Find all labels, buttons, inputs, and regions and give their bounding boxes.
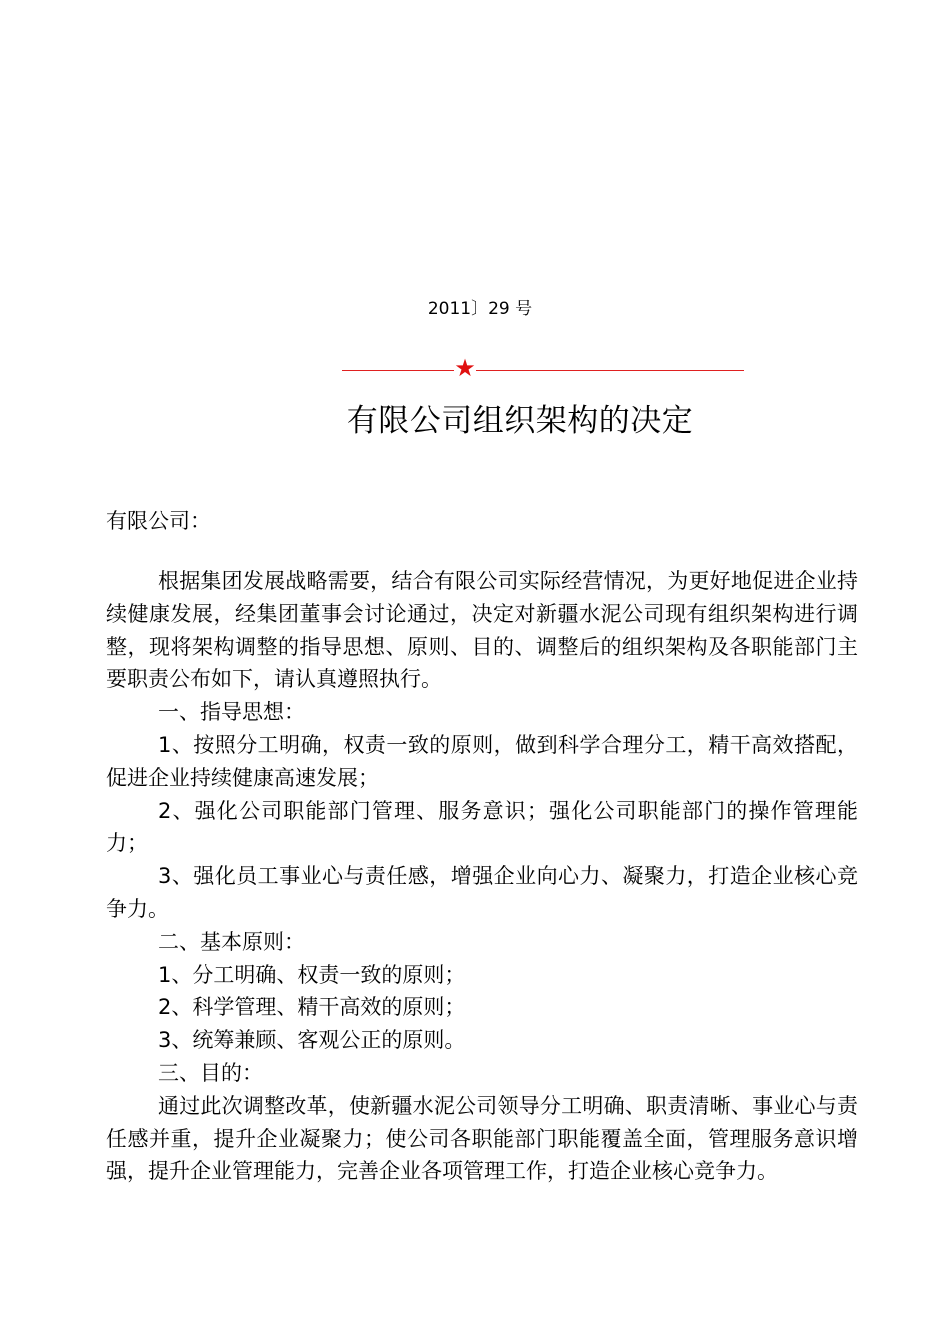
addressee: 有限公司： [106, 509, 211, 533]
section-heading-principles: 二、基本原则： [158, 929, 305, 954]
principle-item: 2、科学管理、精干高效的原则； [158, 995, 466, 1020]
guiding-idea-item: 1、按照分工明确，权责一致的原则，做到科学合理分工，精干高效搭配，促进企业持续健康高速发展； [106, 732, 858, 790]
objectives-paragraph: 通过此次调整改革，使新疆水泥公司领导分工明确、职责清晰、事业心与责任感并重，提升企业凝聚力；使公司各职能部门职能覆盖全面，管理服务意识增强，提升企业管理能力，完善企业各项管理工作，打造企业核心竞争力。 [106, 1093, 858, 1184]
principle-item: 3、统筹兼顾、客观公正的原则。 [158, 1028, 466, 1053]
document-body [106, 565, 858, 1188]
red-divider [342, 354, 744, 384]
principle-item: 1、分工明确、权责一致的原则； [158, 962, 466, 987]
star-icon: ★ [454, 354, 476, 382]
divider-line-right [476, 370, 744, 371]
section-heading-objectives: 三、目的： [158, 1060, 263, 1085]
section-heading-guiding-ideas: 一、指导思想： [158, 700, 305, 725]
guiding-idea-item: 2、强化公司职能部门管理、服务意识；强化公司职能部门的操作管理能力； [106, 798, 858, 856]
document-title: 有限公司组织架构的决定 [346, 403, 694, 439]
document-number: 2011〕29 号 [427, 299, 533, 319]
intro-paragraph: 根据集团发展战略需要，结合有限公司实际经营情况，为更好地促进企业持续健康发展，经集团董事会讨论通过，决定对新疆水泥公司现有组织架构进行调整，现将架构调整的指导思想、原则、目的、调整后的组织架构及各职能部门主要职责公布如下，请认真遵照执行。 [106, 569, 858, 692]
guiding-idea-item: 3、强化员工事业心与责任感，增强企业向心力、凝聚力，打造企业核心竞争力。 [106, 864, 858, 921]
divider-line-left [342, 370, 454, 371]
